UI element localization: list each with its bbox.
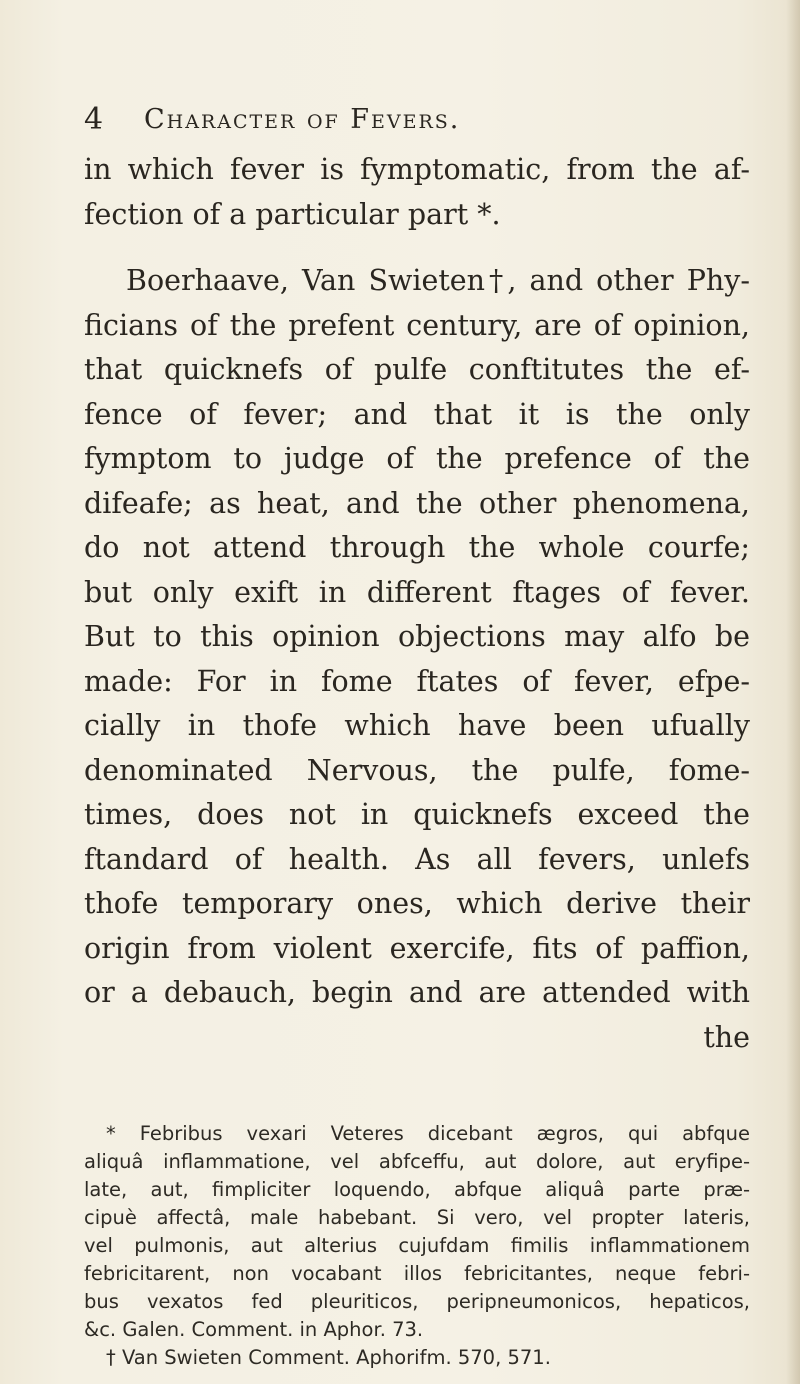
- paragraph-gap: [84, 237, 750, 259]
- text-line: times, does not in quicknefs exceed the: [84, 798, 750, 831]
- text-line: But to this opinion objections may alfo be: [84, 620, 750, 653]
- footnote-line: bus vexatos fed pleuriticos, peripneumonicos, hepaticos,: [84, 1290, 750, 1313]
- text-line: fence of fever; and that it is the only: [84, 397, 750, 431]
- page-number: 4: [84, 102, 104, 137]
- text-line: origin from violent exercife, fits of paffion,: [84, 931, 750, 965]
- text-line: difeafe; as heat, and the other phenomena,: [84, 486, 750, 520]
- footnote-line: cipuè affectâ, male habebant. Si vero, vel propter lateris,: [84, 1206, 750, 1229]
- footnote-dagger: † Van Swieten Comment. Aphorifm. 570, 571.: [106, 1346, 551, 1369]
- footnote-line: aliquâ inflammatione, vel abfceffu, aut dolore, aut eryfipe-: [84, 1150, 750, 1173]
- text-line: do not attend through the whole courfe;: [84, 531, 750, 564]
- footnote-line: &c. Galen. Comment. in Aphor. 73.: [84, 1318, 424, 1341]
- catchword: the: [703, 1020, 750, 1054]
- footnote-line: late, aut, fimpliciter loquendo, abfque aliquâ parte præ-: [84, 1178, 750, 1201]
- text-line: thofe temporary ones, which derive their: [84, 887, 750, 920]
- footnotes: [84, 1120, 750, 1372]
- footnote-line: * Febribus vexari Veteres dicebant ægros, qui abfque: [106, 1122, 750, 1145]
- main-text: [84, 148, 750, 1060]
- text-line: fection of a particular part *.: [84, 197, 501, 231]
- footnote-line: febricitarent, non vocabant illos febricitantes, neque febri-: [84, 1262, 750, 1285]
- text-line: or a debauch, begin and are attended with: [84, 976, 750, 1009]
- text-line: denominated Nervous, the pulfe, fome-: [84, 753, 750, 787]
- text-line: fymptom to judge of the prefence of the: [84, 442, 750, 475]
- text-line: made: For in fome ftates of fever, efpe-: [84, 664, 750, 698]
- text-line: that quicknefs of pulfe conftitutes the ef-: [84, 353, 750, 386]
- footnote-line: vel pulmonis, aut alterius cujufdam fimilis inflammationem: [84, 1234, 750, 1257]
- text-line: but only exift in different ftages of fever.: [84, 575, 750, 609]
- text-line: Boerhaave, Van Swieten†, and other Phy-: [126, 264, 750, 297]
- text-line: in which fever is fymptomatic, from the af-: [84, 153, 750, 186]
- page-header: [84, 98, 744, 142]
- text-line: cially in thofe which have been ufually: [84, 709, 750, 742]
- page-edge-shadow: [786, 0, 800, 1384]
- running-title: Character of Fevers.: [144, 104, 461, 135]
- text-line: ficians of the prefent century, are of opinion,: [84, 308, 750, 342]
- text-line: ftandard of health. As all fevers, unlefs: [84, 842, 750, 876]
